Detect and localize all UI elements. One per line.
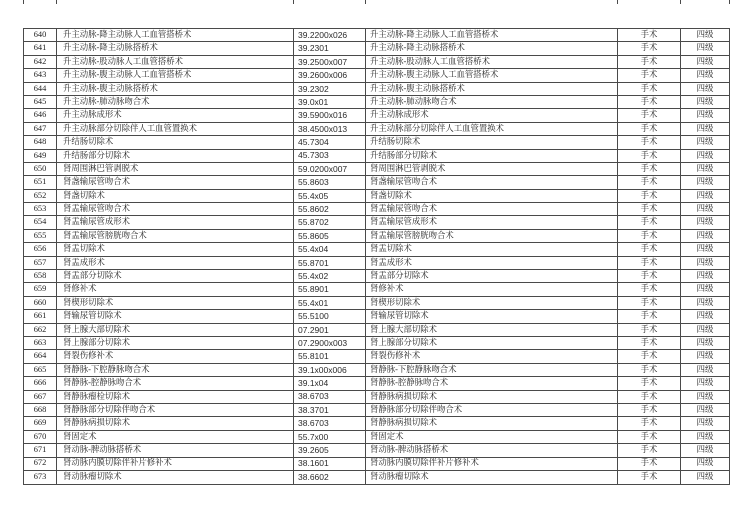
table-row <box>24 431 729 444</box>
procedure-name-cell: 肾固定术 <box>57 431 294 443</box>
category-cell: 手术 <box>618 297 681 309</box>
icd-code-cell: 39.2301 <box>294 42 366 54</box>
category-cell: 手术 <box>618 230 681 242</box>
grade-level-cell: 四级 <box>696 123 714 133</box>
row-number-cell: 662 <box>24 324 57 336</box>
procedure-name-cell: 肾动脉内膜切除伴补片修补术 <box>57 458 294 470</box>
icd-code-cell: 55.8702 <box>294 216 366 228</box>
standard-name-cell: 肾动脉内膜切除伴补片修补术 <box>366 458 618 470</box>
procedure-name-cell: 升主动脉成形术 <box>57 109 294 121</box>
standard-name-cell: 肾静脉-下腔静脉吻合术 <box>366 364 618 376</box>
category-cell: 手术 <box>618 350 681 362</box>
icd-code-cell: 39.1x00x006 <box>294 364 366 376</box>
icd-code-cell: 45.7304 <box>294 136 366 148</box>
grade-level-cell: 四级 <box>696 83 714 93</box>
category-cell: 手术 <box>618 109 681 121</box>
grade-level-cell: 四级 <box>696 378 714 388</box>
row-number-cell: 654 <box>24 216 57 228</box>
grade-level-cell: 四级 <box>696 404 714 414</box>
table-row <box>24 83 729 96</box>
icd-code-cell: 55.4x04 <box>294 243 366 255</box>
procedure-name-cell: 肾静脉瘤栓切除术 <box>57 391 294 403</box>
standard-name-cell: 升主动脉部分切除伴人工血管置换术 <box>366 123 618 135</box>
grade-level-cell: 四级 <box>696 43 714 53</box>
row-number-cell: 665 <box>24 364 57 376</box>
category-cell: 手术 <box>618 471 681 484</box>
standard-name-cell: 肾修补术 <box>366 283 618 295</box>
grade-level-cell: 四级 <box>696 364 714 374</box>
grade-level-cell: 四级 <box>696 70 714 80</box>
row-number-cell: 653 <box>24 203 57 215</box>
category-cell: 手术 <box>618 190 681 202</box>
procedure-name-cell: 肾输尿管切除术 <box>57 310 294 322</box>
row-number-cell: 652 <box>24 190 57 202</box>
table-row <box>24 176 729 189</box>
procedure-name-cell: 升主动脉部分切除伴人工血管置换术 <box>57 123 294 135</box>
procedure-name-cell: 升主动脉-股动脉人工血管搭桥术 <box>57 56 294 68</box>
row-number-cell: 655 <box>24 230 57 242</box>
standard-name-cell: 升主动脉-降主动脉搭桥术 <box>366 42 618 54</box>
procedure-name-cell: 肾楔形切除术 <box>57 297 294 309</box>
icd-code-cell: 55.5100 <box>294 310 366 322</box>
icd-code-cell: 55.4x01 <box>294 297 366 309</box>
standard-name-cell: 肾盏切除术 <box>366 190 618 202</box>
standard-name-cell: 肾静脉病损切除术 <box>366 417 618 429</box>
grade-level-cell: 四级 <box>696 445 714 455</box>
category-cell: 手术 <box>618 136 681 148</box>
standard-name-cell: 肾动脉瘤切除术 <box>366 471 618 484</box>
row-number-cell: 649 <box>24 150 57 162</box>
icd-code-cell: 39.2500x007 <box>294 56 366 68</box>
grade-level-cell: 四级 <box>696 230 714 240</box>
grade-level-cell: 四级 <box>696 204 714 214</box>
procedure-name-cell: 升主动脉-肺动脉吻合术 <box>57 96 294 108</box>
table-row <box>24 337 729 350</box>
category-cell: 手术 <box>618 56 681 68</box>
table-row <box>24 136 729 149</box>
procedure-name-cell: 肾动脉瘤切除术 <box>57 471 294 484</box>
icd-code-cell: 59.0200x007 <box>294 163 366 175</box>
surgery-procedure-table <box>23 28 730 485</box>
category-cell: 手术 <box>618 123 681 135</box>
category-cell: 手术 <box>618 96 681 108</box>
table-row <box>24 96 729 109</box>
cutoff-row-gridline-stub <box>56 0 57 4</box>
table-row <box>24 230 729 243</box>
table-row <box>24 444 729 457</box>
standard-name-cell: 肾静脉-腔静脉吻合术 <box>366 377 618 389</box>
procedure-name-cell: 肾上腺部分切除术 <box>57 337 294 349</box>
grade-level-cell: 四级 <box>696 150 714 160</box>
category-cell: 手术 <box>618 337 681 349</box>
category-cell: 手术 <box>618 458 681 470</box>
standard-name-cell: 肾上腺部分切除术 <box>366 337 618 349</box>
category-cell: 手术 <box>618 203 681 215</box>
standard-name-cell: 升主动脉-腹主动脉人工血管搭桥术 <box>366 69 618 81</box>
standard-name-cell: 升结肠部分切除术 <box>366 150 618 162</box>
row-number-cell: 651 <box>24 176 57 188</box>
icd-code-cell: 55.4x05 <box>294 190 366 202</box>
icd-code-cell: 07.2901 <box>294 324 366 336</box>
grade-level-cell: 四级 <box>696 337 714 347</box>
row-number-cell: 670 <box>24 431 57 443</box>
icd-code-cell: 55.8605 <box>294 230 366 242</box>
icd-code-cell: 38.6602 <box>294 471 366 484</box>
row-number-cell: 656 <box>24 243 57 255</box>
table-row <box>24 123 729 136</box>
category-cell: 手术 <box>618 310 681 322</box>
grade-level-cell: 四级 <box>696 271 714 281</box>
icd-code-cell: 39.2600x006 <box>294 69 366 81</box>
table-row <box>24 69 729 82</box>
row-number-cell: 657 <box>24 257 57 269</box>
row-number-cell: 643 <box>24 69 57 81</box>
table-row <box>24 150 729 163</box>
standard-name-cell: 肾周围淋巴管剥脱术 <box>366 163 618 175</box>
icd-code-cell: 55.8701 <box>294 257 366 269</box>
category-cell: 手术 <box>618 83 681 95</box>
row-number-cell: 640 <box>24 29 57 41</box>
grade-level-cell: 四级 <box>696 163 714 173</box>
table-row <box>24 458 729 471</box>
standard-name-cell: 肾盂输尿管成形术 <box>366 216 618 228</box>
row-number-cell: 664 <box>24 350 57 362</box>
standard-name-cell: 肾楔形切除术 <box>366 297 618 309</box>
grade-level-cell: 四级 <box>696 56 714 66</box>
procedure-name-cell: 肾盏切除术 <box>57 190 294 202</box>
procedure-name-cell: 肾裂伤修补术 <box>57 350 294 362</box>
table-row <box>24 257 729 270</box>
table-row <box>24 364 729 377</box>
row-number-cell: 666 <box>24 377 57 389</box>
category-cell: 手术 <box>618 176 681 188</box>
icd-code-cell: 55.4x02 <box>294 270 366 282</box>
procedure-name-cell: 肾静脉-下腔静脉吻合术 <box>57 364 294 376</box>
row-number-cell: 645 <box>24 96 57 108</box>
table-row <box>24 417 729 430</box>
grade-level-cell: 四级 <box>696 29 714 39</box>
grade-level-cell: 四级 <box>696 311 714 321</box>
procedure-name-cell: 肾静脉部分切除伴吻合术 <box>57 404 294 416</box>
table-row <box>24 190 729 203</box>
row-number-cell: 646 <box>24 109 57 121</box>
grade-level-cell: 四级 <box>696 351 714 361</box>
icd-code-cell: 38.4500x013 <box>294 123 366 135</box>
icd-code-cell: 39.2200x026 <box>294 29 366 41</box>
procedure-name-cell: 升主动脉-腹主动脉搭桥术 <box>57 83 294 95</box>
procedure-name-cell: 肾盂切除术 <box>57 243 294 255</box>
grade-level-cell: 四级 <box>696 324 714 334</box>
standard-name-cell: 肾盂输尿管膀胱吻合术 <box>366 230 618 242</box>
icd-code-cell: 39.2605 <box>294 444 366 456</box>
category-cell: 手术 <box>618 417 681 429</box>
standard-name-cell: 升主动脉-肺动脉吻合术 <box>366 96 618 108</box>
icd-code-cell: 38.1601 <box>294 458 366 470</box>
table-row <box>24 270 729 283</box>
row-number-cell: 644 <box>24 83 57 95</box>
cutoff-row-gridline-stub <box>293 0 294 4</box>
icd-code-cell: 39.0x01 <box>294 96 366 108</box>
grade-level-cell: 四级 <box>696 110 714 120</box>
category-cell: 手术 <box>618 42 681 54</box>
category-cell: 手术 <box>618 391 681 403</box>
category-cell: 手术 <box>618 216 681 228</box>
standard-name-cell: 肾盏输尿管吻合术 <box>366 176 618 188</box>
table-row <box>24 324 729 337</box>
procedure-name-cell: 肾盂输尿管成形术 <box>57 216 294 228</box>
table-row <box>24 297 729 310</box>
table-row <box>24 56 729 69</box>
grade-level-cell: 四级 <box>696 244 714 254</box>
icd-code-cell: 39.1x04 <box>294 377 366 389</box>
cutoff-row-gridline-stub <box>680 0 681 4</box>
category-cell: 手术 <box>618 431 681 443</box>
icd-code-cell: 55.8901 <box>294 283 366 295</box>
row-number-cell: 660 <box>24 297 57 309</box>
cutoff-row-gridline-stub <box>617 0 618 4</box>
standard-name-cell: 升结肠切除术 <box>366 136 618 148</box>
standard-name-cell: 肾固定术 <box>366 431 618 443</box>
standard-name-cell: 肾盂输尿管吻合术 <box>366 203 618 215</box>
procedure-name-cell: 升主动脉-腹主动脉人工血管搭桥术 <box>57 69 294 81</box>
row-number-cell: 673 <box>24 471 57 484</box>
standard-name-cell: 肾上腺大部切除术 <box>366 324 618 336</box>
grade-level-cell: 四级 <box>696 177 714 187</box>
procedure-name-cell: 肾周围淋巴管剥脱术 <box>57 163 294 175</box>
category-cell: 手术 <box>618 283 681 295</box>
row-number-cell: 668 <box>24 404 57 416</box>
standard-name-cell: 升主动脉-降主动脉人工血管搭桥术 <box>366 29 618 41</box>
row-number-cell: 650 <box>24 163 57 175</box>
procedure-name-cell: 升结肠部分切除术 <box>57 150 294 162</box>
icd-code-cell: 07.2900x003 <box>294 337 366 349</box>
table-row <box>24 216 729 229</box>
procedure-name-cell: 肾静脉-腔静脉吻合术 <box>57 377 294 389</box>
row-number-cell: 658 <box>24 270 57 282</box>
icd-code-cell: 38.6703 <box>294 391 366 403</box>
row-number-cell: 663 <box>24 337 57 349</box>
grade-level-cell: 四级 <box>696 190 714 200</box>
category-cell: 手术 <box>618 377 681 389</box>
table-row <box>24 471 729 484</box>
table-row <box>24 283 729 296</box>
grade-level-cell: 四级 <box>696 284 714 294</box>
standard-name-cell: 升主动脉成形术 <box>366 109 618 121</box>
procedure-name-cell: 肾盂输尿管膀胱吻合术 <box>57 230 294 242</box>
category-cell: 手术 <box>618 270 681 282</box>
cutoff-row-gridline-stub <box>23 0 24 4</box>
category-cell: 手术 <box>618 69 681 81</box>
procedure-name-cell: 肾盂输尿管吻合术 <box>57 203 294 215</box>
table-row <box>24 404 729 417</box>
category-cell: 手术 <box>618 364 681 376</box>
row-number-cell: 642 <box>24 56 57 68</box>
table-row <box>24 203 729 216</box>
row-number-cell: 661 <box>24 310 57 322</box>
standard-name-cell: 肾动脉-脾动脉搭桥术 <box>366 444 618 456</box>
standard-name-cell: 升主动脉-腹主动脉搭桥术 <box>366 83 618 95</box>
standard-name-cell: 升主动脉-股动脉人工血管搭桥术 <box>366 56 618 68</box>
row-number-cell: 659 <box>24 283 57 295</box>
procedure-name-cell: 肾静脉病损切除术 <box>57 417 294 429</box>
procedure-name-cell: 升主动脉-降主动脉搭桥术 <box>57 42 294 54</box>
category-cell: 手术 <box>618 257 681 269</box>
procedure-name-cell: 肾上腺大部切除术 <box>57 324 294 336</box>
table-row <box>24 243 729 256</box>
grade-level-cell: 四级 <box>696 217 714 227</box>
procedure-name-cell: 肾盂成形术 <box>57 257 294 269</box>
icd-code-cell: 39.5900x016 <box>294 109 366 121</box>
category-cell: 手术 <box>618 444 681 456</box>
grade-level-cell: 四级 <box>696 458 714 468</box>
row-number-cell: 648 <box>24 136 57 148</box>
category-cell: 手术 <box>618 29 681 41</box>
grade-level-cell: 四级 <box>696 431 714 441</box>
standard-name-cell: 肾盂切除术 <box>366 243 618 255</box>
row-number-cell: 667 <box>24 391 57 403</box>
procedure-name-cell: 肾盂部分切除术 <box>57 270 294 282</box>
table-row <box>24 163 729 176</box>
table-row <box>24 310 729 323</box>
table-row <box>24 109 729 122</box>
icd-code-cell: 55.8602 <box>294 203 366 215</box>
standard-name-cell: 肾静脉病损切除术 <box>366 391 618 403</box>
table-row <box>24 350 729 363</box>
grade-level-cell: 四级 <box>696 472 714 482</box>
category-cell: 手术 <box>618 324 681 336</box>
table-row <box>24 42 729 55</box>
cutoff-row-gridline-stub <box>729 0 730 4</box>
standard-name-cell: 肾输尿管切除术 <box>366 310 618 322</box>
category-cell: 手术 <box>618 150 681 162</box>
grade-level-cell: 四级 <box>696 137 714 147</box>
grade-level-cell: 四级 <box>696 96 714 106</box>
procedure-name-cell: 肾盏输尿管吻合术 <box>57 176 294 188</box>
standard-name-cell: 肾裂伤修补术 <box>366 350 618 362</box>
standard-name-cell: 肾盂成形术 <box>366 257 618 269</box>
row-number-cell: 671 <box>24 444 57 456</box>
icd-code-cell: 38.3701 <box>294 404 366 416</box>
procedure-name-cell: 升主动脉-降主动脉人工血管搭桥术 <box>57 29 294 41</box>
procedure-name-cell: 升结肠切除术 <box>57 136 294 148</box>
table-row <box>24 391 729 404</box>
icd-code-cell: 55.7x00 <box>294 431 366 443</box>
icd-code-cell: 38.6703 <box>294 417 366 429</box>
cutoff-row-gridline-stub <box>365 0 366 4</box>
table-row <box>24 377 729 390</box>
standard-name-cell: 肾盂部分切除术 <box>366 270 618 282</box>
row-number-cell: 672 <box>24 458 57 470</box>
grade-level-cell: 四级 <box>696 257 714 267</box>
icd-code-cell: 55.8101 <box>294 350 366 362</box>
row-number-cell: 641 <box>24 42 57 54</box>
grade-level-cell: 四级 <box>696 391 714 401</box>
icd-code-cell: 55.8603 <box>294 176 366 188</box>
category-cell: 手术 <box>618 404 681 416</box>
standard-name-cell: 肾静脉部分切除伴吻合术 <box>366 404 618 416</box>
icd-code-cell: 45.7303 <box>294 150 366 162</box>
procedure-name-cell: 肾动脉-脾动脉搭桥术 <box>57 444 294 456</box>
table-row <box>24 29 729 42</box>
icd-code-cell: 39.2302 <box>294 83 366 95</box>
category-cell: 手术 <box>618 243 681 255</box>
category-cell: 手术 <box>618 163 681 175</box>
row-number-cell: 669 <box>24 417 57 429</box>
grade-level-cell: 四级 <box>696 297 714 307</box>
row-number-cell: 647 <box>24 123 57 135</box>
procedure-name-cell: 肾修补术 <box>57 283 294 295</box>
grade-level-cell: 四级 <box>696 418 714 428</box>
